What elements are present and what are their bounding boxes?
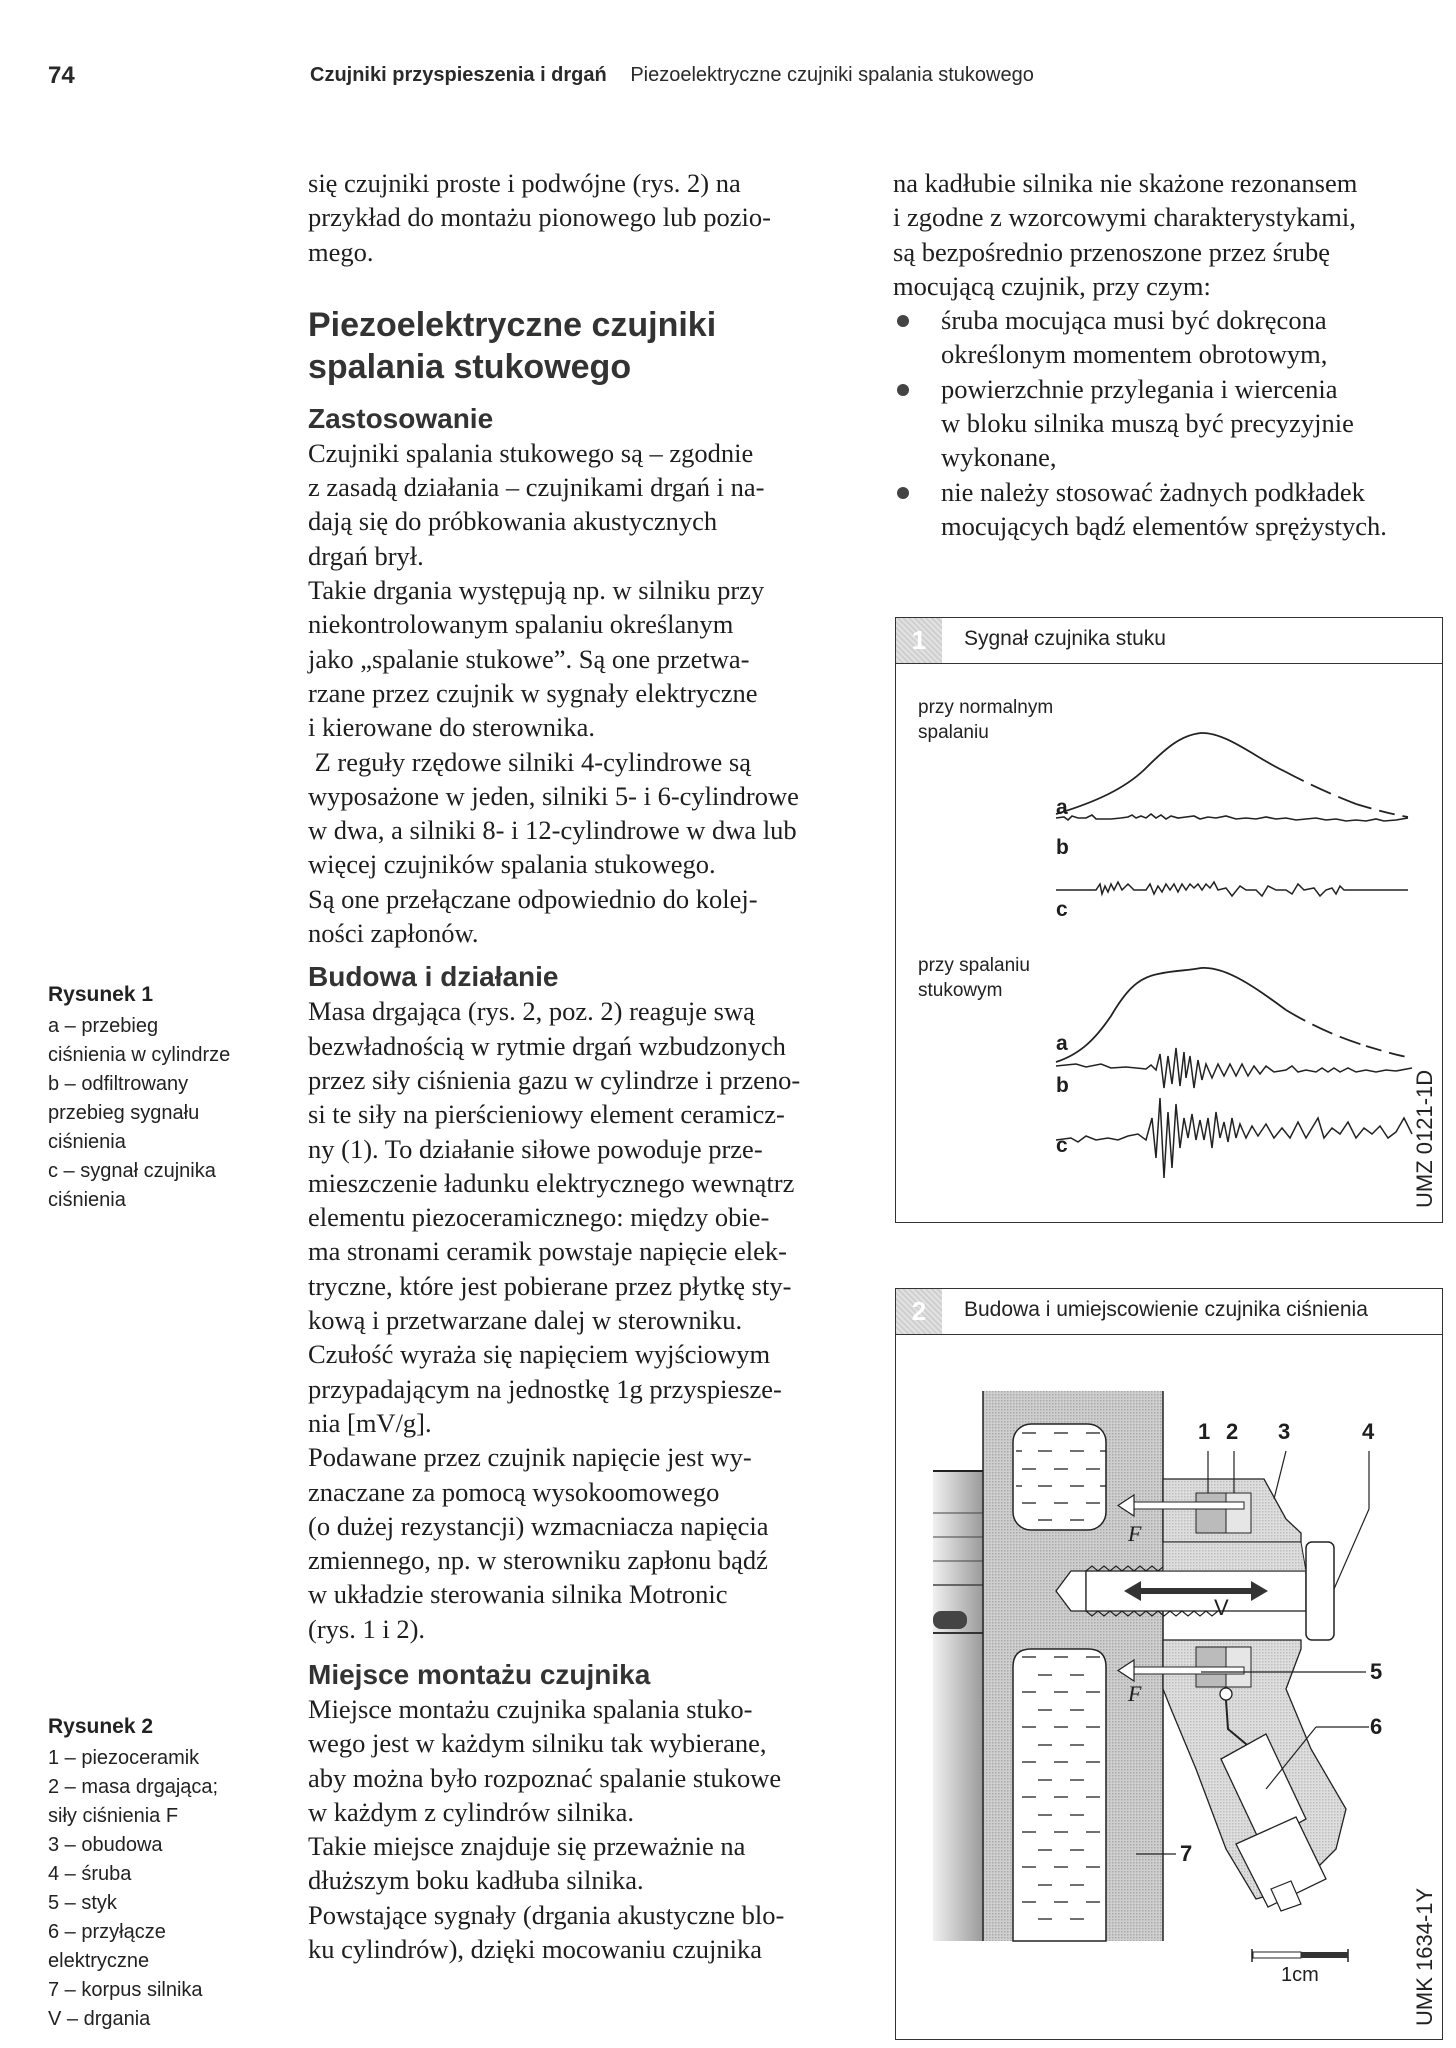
part-label-1: 1 bbox=[1198, 1419, 1211, 1444]
body-line: Miejsce montażu czujnika spalania stuko- bbox=[308, 1693, 753, 1724]
body-line: ma stronami ceramik powstaje napięcie elek- bbox=[308, 1236, 788, 1267]
list-item bbox=[893, 303, 1453, 372]
body-line: si te siły na pierścieniowy element ceramicz- bbox=[308, 1099, 785, 1130]
label-line: spalaniu bbox=[918, 722, 989, 743]
caption-line: 1 – piezoceramik bbox=[48, 1747, 200, 1769]
body-line: mocującą czujnik, przy czym: bbox=[893, 270, 1211, 301]
section-title: Piezoelektryczne czujniki spalania stukowego bbox=[630, 64, 1034, 86]
knock-trace-b bbox=[1056, 1048, 1412, 1088]
body-line: ny (1). To działanie siłowe powoduje prze- bbox=[308, 1133, 763, 1164]
body-line: przypadającym na jednostkę 1g przyspiesze- bbox=[308, 1373, 782, 1404]
main-heading-line: spalania stukowego bbox=[308, 347, 632, 386]
part-label-5: 5 bbox=[1370, 1659, 1383, 1684]
list-item bbox=[893, 475, 1453, 544]
body-line: mego. bbox=[308, 236, 374, 267]
body-line: kową i przetwarzane dalej w sterowniku. bbox=[308, 1305, 743, 1336]
section-heading-budowa: Budowa i działanie bbox=[308, 961, 559, 993]
force-label-bottom: F bbox=[1128, 1681, 1142, 1706]
part-label-2: 2 bbox=[1226, 1419, 1239, 1444]
caption-line: siły ciśnienia F bbox=[48, 1805, 179, 1827]
page-number: 74 bbox=[48, 62, 75, 89]
caption-line: 2 – masa drgająca; bbox=[48, 1776, 219, 1798]
list-item-line: powierzchnie przylegania i wiercenia bbox=[941, 373, 1338, 404]
list-item-line: śruba mocująca musi być dokręcona bbox=[941, 305, 1327, 336]
body-line: przez siły ciśnienia gazu w cylindrze i przeno- bbox=[308, 1064, 801, 1095]
caption-line: 6 – przyłącze bbox=[48, 1921, 166, 1943]
body-line: nia [mV/g]. bbox=[308, 1407, 432, 1438]
caption-line: ciśnienia w cylindrze bbox=[48, 1044, 231, 1066]
trace-label-a: a bbox=[1056, 1032, 1068, 1055]
caption-line: b – odfiltrowany bbox=[48, 1073, 189, 1095]
figure1-number-badge: 1 bbox=[896, 618, 942, 663]
body-line: Powstające sygnały (drgania akustyczne blo- bbox=[308, 1899, 785, 1930]
body-line: Czujniki spalania stukowego są – zgodnie bbox=[308, 437, 754, 468]
body-line: dają się do próbkowania akustycznych bbox=[308, 506, 718, 537]
body-line: niekontrolowanym spalaniu określanym bbox=[308, 609, 734, 640]
body-line: ku cylindrów), dzięki mocowaniu czujnika bbox=[308, 1934, 763, 1965]
body-line: w każdym z cylindrów silnika. bbox=[308, 1796, 635, 1827]
trace-label-a: a bbox=[1056, 796, 1068, 819]
body-line: drgań brył. bbox=[308, 540, 424, 571]
normal-trace-c bbox=[1056, 882, 1408, 896]
vibration-label: V bbox=[1214, 1595, 1229, 1620]
caption-line: ciśnienia bbox=[48, 1189, 126, 1211]
figure2-caption bbox=[48, 1712, 288, 2034]
caption-line: ciśnienia bbox=[48, 1131, 126, 1153]
body-line: (o dużej rezystancji) wzmacniacza napięcia bbox=[308, 1510, 769, 1541]
body-line: jako „spalanie stukowe”. Są one przetwa- bbox=[308, 643, 750, 674]
trace-label-c: c bbox=[1056, 1134, 1068, 1157]
body-line: i zgodne z wzorcowymi charakterystykami, bbox=[893, 202, 1356, 233]
body-line: więcej czujników spalania stukowego. bbox=[308, 849, 716, 880]
label-line: przy normalnym bbox=[918, 697, 1054, 718]
body-line: ności zapłonów. bbox=[308, 918, 479, 949]
body-line: Masa drgająca (rys. 2, poz. 2) reaguje swą bbox=[308, 996, 755, 1027]
figure2-number-badge: 2 bbox=[896, 1289, 942, 1334]
figure1-code: UMZ 0121-1D bbox=[1412, 1069, 1437, 1208]
body-line: Czułość wyraża się napięciem wyjściowym bbox=[308, 1339, 771, 1370]
body-line: Takie miejsce znajduje się przeważnie na bbox=[308, 1831, 746, 1862]
body-line: tryczne, które jest pobierane przez płytkę sty- bbox=[308, 1270, 792, 1301]
caption-line: V – drgania bbox=[48, 2008, 151, 2030]
body-line: bezwładnością w rytmie drgań wzbudzonych bbox=[308, 1030, 786, 1061]
body-line: w dwa, a silniki 8- i 12-cylindrowe w dwa lub bbox=[308, 815, 797, 846]
caption-line: 7 – korpus silnika bbox=[48, 1979, 203, 2001]
body-line: i kierowane do sterownika. bbox=[308, 712, 595, 743]
scale-label: 1cm bbox=[1281, 1964, 1319, 1986]
engine-wall-outer bbox=[933, 1471, 983, 1941]
body-line: znaczane za pomocą wysokoomowego bbox=[308, 1476, 720, 1507]
figure2-sensor-construction bbox=[895, 1288, 1443, 2040]
body-line: wyposażone w jeden, silniki 5- i 6-cylindrowe bbox=[308, 780, 799, 811]
trace-label-b: b bbox=[1056, 836, 1069, 859]
caption-line: c – sygnał czujnika bbox=[48, 1160, 216, 1182]
trace-label-c: c bbox=[1056, 898, 1068, 921]
body-line: dłuższym boku kadłuba silnika. bbox=[308, 1865, 644, 1896]
list-item bbox=[893, 372, 1453, 475]
caption-line: a – przebieg bbox=[48, 1015, 159, 1037]
knock-trace-a bbox=[1056, 968, 1412, 1062]
main-heading bbox=[308, 304, 868, 388]
body-line: mieszczenie ładunku elektrycznego wewnątrz bbox=[308, 1167, 795, 1198]
list-item-line: wykonane, bbox=[941, 442, 1057, 473]
chapter-title: Czujniki przyspieszenia i drgań bbox=[310, 64, 607, 86]
running-header bbox=[310, 64, 1034, 87]
body-line: wego jest w każdym silniku tak wybierane, bbox=[308, 1728, 767, 1759]
signal-traces bbox=[896, 618, 1442, 1222]
requirements-list bbox=[893, 303, 1453, 543]
normal-trace-a bbox=[1056, 733, 1408, 817]
body-line: z zasadą działania – czujnikami drgań i na- bbox=[308, 472, 765, 503]
figure1-title: Sygnał czujnika stuku bbox=[964, 627, 1166, 650]
list-item-line: mocujących bądź elementów sprężystych. bbox=[941, 510, 1387, 541]
body-line: się czujniki proste i podwójne (rys. 2) na bbox=[308, 168, 741, 198]
figure2-caption-title: Rysunek 2 bbox=[48, 1715, 154, 1738]
bolt-head bbox=[1306, 1542, 1334, 1640]
list-item-line: w bloku silnika muszą być precyzyjnie bbox=[941, 408, 1354, 439]
figure1-caption bbox=[48, 980, 288, 1215]
body-line: aby można było rozpoznać spalanie stukowe bbox=[308, 1762, 782, 1793]
part-label-7: 7 bbox=[1180, 1841, 1193, 1866]
caption-line: elektryczne bbox=[48, 1950, 150, 1972]
body-line: są bezpośrednio przenoszone przez śrubę bbox=[893, 236, 1331, 267]
sensor-cross-section-diagram bbox=[896, 1289, 1442, 2039]
figure2-code: UMK 1634-1Y bbox=[1412, 1887, 1437, 2026]
trace-label-b: b bbox=[1056, 1074, 1069, 1097]
section-heading-miejsce-montazu: Miejsce montażu czujnika bbox=[308, 1658, 651, 1690]
body-line: przykład do montażu pionowego lub pozio- bbox=[308, 202, 771, 233]
body-line: rzane przez czujnik w sygnały elektryczne bbox=[308, 677, 758, 708]
label-line: przy spalaniu bbox=[918, 955, 1030, 976]
body-line: Takie drgania występują np. w silniku przy bbox=[308, 575, 765, 606]
body-line: w układzie sterowania silnika Motronic bbox=[308, 1579, 728, 1610]
middle-column bbox=[308, 166, 868, 1966]
body-line: zmiennego, np. w sterowniku zapłonu bądź bbox=[308, 1545, 768, 1576]
section-heading-zastosowanie: Zastosowanie bbox=[308, 402, 494, 434]
right-column bbox=[893, 166, 1453, 543]
figure1-caption-title: Rysunek 1 bbox=[48, 983, 154, 1006]
part-label-4: 4 bbox=[1362, 1419, 1375, 1444]
normal-trace-b bbox=[1056, 814, 1408, 821]
caption-line: przebieg sygnału bbox=[48, 1102, 200, 1124]
figure1-knock-signal bbox=[895, 617, 1443, 1223]
body-line: (rys. 1 i 2). bbox=[308, 1613, 426, 1644]
body-line: na kadłubie silnika nie skażone rezonansem bbox=[893, 168, 1358, 198]
part-label-6: 6 bbox=[1370, 1714, 1383, 1739]
main-heading-line: Piezoelektryczne czujniki bbox=[308, 305, 717, 344]
scale-bar bbox=[1252, 1949, 1348, 1962]
caption-line: 5 – styk bbox=[48, 1892, 117, 1914]
part-label-3: 3 bbox=[1278, 1419, 1291, 1444]
label-line: stukowym bbox=[918, 980, 1003, 1001]
knock-trace-c bbox=[1056, 1098, 1412, 1178]
caption-line: 3 – obudowa bbox=[48, 1834, 163, 1856]
body-line: Podawane przez czujnik napięcie jest wy- bbox=[308, 1442, 752, 1473]
force-label-top: F bbox=[1128, 1521, 1142, 1546]
figure2-title: Budowa i umiejscowienie czujnika ciśnienia bbox=[964, 1298, 1368, 1321]
body-line: Są one przełączane odpowiednio do kolej- bbox=[308, 883, 758, 914]
list-item-line: określonym momentem obrotowym, bbox=[941, 339, 1328, 370]
body-line: elementu piezoceramicznego: między obie- bbox=[308, 1202, 770, 1233]
caption-line: 4 – śruba bbox=[48, 1863, 132, 1885]
body-line: Z reguły rzędowe silniki 4-cylindrowe są bbox=[308, 746, 752, 777]
list-item-line: nie należy stosować żadnych podkładek bbox=[941, 476, 1365, 507]
